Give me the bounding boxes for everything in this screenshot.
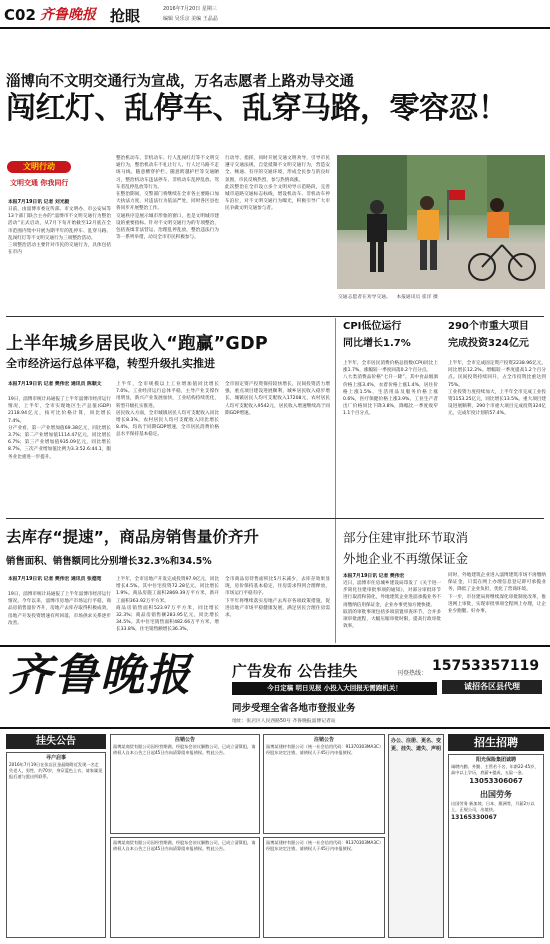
ad-slogan-1-text: 今日定稿 明日见报 小投入大回报无需跑机关！ [267,684,402,692]
middle-notice-4-body: 淄博某建材有限公司（统一社会信用代码：91370303MA3C）经股东决定注销，请债权人于45日内申报债权。 [266,840,382,851]
middle-notice-2-body: 淄博某建材有限公司（统一社会信用代码：91370303MA3C）经股东决定注销，请债权人于45日内申报债权。 [266,744,382,755]
left-tag-label: 挂失公告 [36,736,76,747]
badge-subtitle: 文明交通 你我同行 [10,179,69,187]
right-recruit-title: 阳光保险集团诚聘 [475,757,516,763]
caption-text: 交通志愿者在劝导交通。 [338,295,391,300]
ad-logo: 齐鲁晚报 [8,650,192,701]
middle-notice-4 [263,837,385,938]
story3-col-1: 19日，淄博市统计局通报了上半年淄博市经济运行情况。今年以来，淄博市房地产市场运行平稳，商品房销售量价齐升，房地产去库存取得积极成效，房地产开发投资增速有所回落，市场供求关系逐步改善。 [8,592,111,626]
lead-byline: 本报7月19日讯 记者 刘光毅 [8,200,70,205]
right-recruit-title-2: 出国劳务 [480,790,512,799]
story3-col-3: 全市商品房待售面积比5月末减少，去库存效果显现，房价保持基本稳定，住房需求得到合理释放，市场运行平稳有序。 下半年将继续落实房地产去库存各项政策措施，促进房地产市场平稳健康发展，满足居民合理住房需求。 [225,577,330,619]
story2-col-2: 上半年，全市规模以上工业增加值同比增长7.0%。工业经济运行总体平稳，主导产业支撑作用明显，新兴产业发展加快，工业结构持续优化，转型升级扎实推进。 居民收入方面，全市城镇居民人均可支配收入同比增长8.3%，农村居民人均可支配收入同比增长8.4%，均高于同期GDP增速，全市居民消费价格总水平保持基本稳定。 [116,382,219,438]
right-recruit-body-2: 出国劳务 新加坡、日本、澳洲等，月薪2万以上，正规公司，出境快。 [451,801,535,812]
lead-col-2: 整治机动车、非机动车、行人乱闯红灯等不文明交通行为，整治机动车不礼让行人、行人过马路不走斑马线、随意横穿护栏、随意跨越护栏等交通陋习，整治机动车违法停车、非机动车乱停乱放、驾车者乱停乱放等行为。 在整治期间，交警部门将继续在全市各主要路口加大执法力度，对违法行为依法严处，同时各区县也将同步开展整治工作。 交通秩序是展示城市形象的窗口，也是文明城市建设的重要指标。针对不文明交通行为的专项整治，包括查缉非法营运、治理乱停乱放，整治违法行为等一系列举措，动员全市市民积极参与。 [116,156,219,241]
right-phone-2: 13165330067 [451,814,497,821]
badge-label: 文明行动 [23,162,55,171]
caption-credit: 本报通讯员 崔洋 摄 [396,295,438,300]
story4-col-1: 近日，淄博市住房城乡建设局印发了《关于进一步简化住建审批事项的通知》，对部分审批环节进行取消和简化，外地建筑企业进淄承揽业务不再缴纳信用保证金，企业办事更加方便快捷。 取消的审批事项包括多项前置审查环节，合并多项审批流程，大幅压缩审批时限，提高行政审批效率。 [343,581,441,630]
right-tag [448,734,544,751]
rule-2 [6,518,544,519]
ad-hotline-label: 刊登热线： [397,670,428,677]
photo-illustration [337,155,545,289]
ad-title: 广告发布 公告挂失 [232,662,358,680]
rule-1 [6,316,544,317]
middle-notice-3 [110,837,260,938]
left-tag [6,734,106,749]
middle-notice-1-body: 淄博某商贸有限公司因经营期满，经股东会决议解散公司，已成立清算组，请债权人自本公告之日起45日内向清算组申报债权。特此公告。 [113,744,256,755]
stamp-text: 办公、注册、更名、变更、挂失、遗失、声明 [391,738,442,752]
lead-photo [337,155,545,289]
date-line: 2016年7月20日 星期三 [163,6,217,12]
right-recruit [448,754,544,938]
left-notice [6,752,106,938]
rule-4 [0,727,550,729]
story2-col-1: 19日，淄博市统计局通报了上半年淄博市经济运行情况，上半年，全市实现地区生产总值(GDP) 2118.94亿元，按可比价格计算，同比增长7.4%。 分产业看，第一产业增加值69.38亿元，同比增长3.7%；第二产业增加值1114.47亿元，同比增长6.7%；第三产业增加值935.09亿元，同比增长8.7%，三次产业增加值比例为3.3:52.6:44.1，服务业比重进一步提升。 [8,397,111,460]
story2-byline: 本报7月19日讯 记者 樊伟宏 通讯员 陈顺文 [8,382,102,387]
middle-notice-2 [263,734,385,834]
middle-notice-3-body: 淄博某商贸有限公司因经营期满，经股东会决议解散公司，已成立清算组，请债权人自本公告之日起45日内向清算组申报债权。特此公告。 [113,840,256,851]
paper-logo: 齐鲁晚报 [40,7,96,23]
story4-byline: 本报7月19日讯 记者 樊伟宏 [343,574,405,579]
ad-badge [442,680,542,694]
story4-headline: 部分住建审批环节取消 外地企业不再缴保证金 [343,530,469,566]
left-notice-body: 2016年7月19日在张店区金晶路附近发现一名走失老人，男性，约70岁，身穿蓝色上衣，请家属见报后速与派出所联系。 [9,762,103,779]
story3-col-2: 上半年，全市房地产开发完成投资97.9亿元，同比增长4.5%。其中住宅投资72.28亿元，同比增长1.9%。商品房施工面积2869.39万平方米，新开工面积363.92万平方米。 商品房销售面积523.97万平方米，同比增长32.3%；商品房销售额283.95亿元，同比增长34.5%。其中住宅销售面积482.66万平方米，增长33.8%，住宅销售额增长36.3%。 [116,577,219,633]
header-rule [0,27,550,29]
cpi-body: 上半年，全市居民消费价格总指数(CPI)同比上涨1.7%，涨幅较一季度回落0.2个百分点。 八大类消费品价格“七升一降”。其中食品烟酒价格上涨3.4%，衣着价格上涨1.4%，居住价格上涨1.5%，生活用品及服务价格上涨0.6%，医疗保健价格上涨3.9%。工业生产者出厂价格同比下降3.8%，降幅比一季度收窄1.1个百分点。 [343,361,438,417]
ad-badge-label: 诚招各区县代理 [464,682,520,691]
story3-headline: 去库存“提速”，商品房销售量价齐升 [6,528,259,546]
rule-3 [0,645,550,647]
right-tag-label: 招生招聘 [474,736,518,749]
lead-headline: 闯红灯、乱停车、乱穿马路，零容忍！ [6,91,508,126]
lead-col-1: 日前，由淄博市委宣传部、市文明办、市公安局等13个部门联合主办的“淄博市不文明交通行为整治活动”正式启动，从7月下旬开始截至12月底在全市范围内集中开展为期半年的乱停车、乱穿马路、乱闯红灯等不文明交通行为三项整治活动。 三项整治活动主要针对市民的交通行为，具体包括在市内 [8,207,111,256]
civility-badge [7,161,71,173]
story4-col-2: 同时，外地建筑企业进入淄博建筑市场不再缴纳保证金，只需在网上办理信息登记即可承揽业务，降低了企业负担，优化了营商环境。 下一步，市住建局将继续深化审批制度改革，推进网上审批，实现审批事项全程网上办理，让企业少跑腿、好办事。 [448,573,546,615]
ad-slogan-1 [232,682,437,695]
cpi-headline: CPI低位运行 同比增长1.7% [343,321,411,349]
section-name: 抢眼 [110,7,141,25]
right-recruit-body: 诚聘内勤、外勤、主管若干名，年龄22-45岁，高中以上学历，底薪+提成，五险一金。 [451,764,539,775]
middle-notice-1-title: 注销公告 [174,737,195,743]
ad-phone: 15753357119 [432,658,540,674]
middle-notice-2-title: 注销公告 [313,737,334,743]
story3-subhead: 销售面积、销售额同比分别增长32.3%和34.5% [6,556,212,567]
story2-subhead: 全市经济运行总体平稳，转型升级扎实推进 [6,357,215,370]
photo-caption [338,293,546,300]
lead-col-3: 行动导、指挥，同时开展交通文明劝导，引导市民遵守交通法规，自觉抵制不文明交通行为，营造安全、畅通、有序的交通环境，形成全民参与的良好氛围，市民反响热烈，参与热情高涨。 此次整治在全市设立多个文明劝导示范路段，完善城市道路交通标志标线，增设机动车、非机动车停车泊位，对不文明交通行为曝光，积极引导广大市民争做文明交通参与者。 [225,156,330,212]
ad-slogan-2: 同步受理全省各地市登报业务 [232,703,356,714]
story3-byline: 本报7月19日讯 记者 樊伟宏 通讯员 张德宽 [8,577,102,582]
left-notice-title: 寻户启事 [45,755,66,761]
ad-address: 地址：张店区人民西路50号 齐鲁晚报淄博记者站 [232,719,336,724]
lead-kicker: 淄博向不文明交通行为宣战，万名志愿者上路劝导交通 [6,74,354,90]
projects-headline: 290个市重大项目 完成投资324亿元 [448,321,529,349]
story2-col-3: 全市固定资产投资保持较快增长，民间投资活力增强，重点项目建设进展顺利，城乡居民收入稳步增长，城镇居民人均可支配收入17208元，农村居民人均可支配收入9542元，居民收入增速继续高于同期GDP增速。 [225,382,330,416]
stamp-box [388,734,444,938]
projects-body: 上半年，全市完成固定资产投资2238.96亿元，同比增长12.2%。增幅较一季度提高1.2个百分点。民间投资持续回升，占全市投资比重达到75%。 工业投资力度持续加大，上半年全市完成工业投资1153.25亿元，同比增长13.5%。重大项目建设进展顺利，290个市重大项目完成投资324亿元，完成年度计划的57.4%。 [448,361,546,417]
middle-notice-1 [110,734,260,834]
story2-headline: 上半年城乡居民收入“跑赢”GDP [6,334,269,354]
page-number: C02 [4,6,36,24]
right-phone-1: 13053306067 [469,777,523,785]
divider-v-1 [335,318,336,643]
editor-line: 编辑 吴乐京 美编 王晶晶 [163,16,218,22]
page-header [0,0,550,30]
